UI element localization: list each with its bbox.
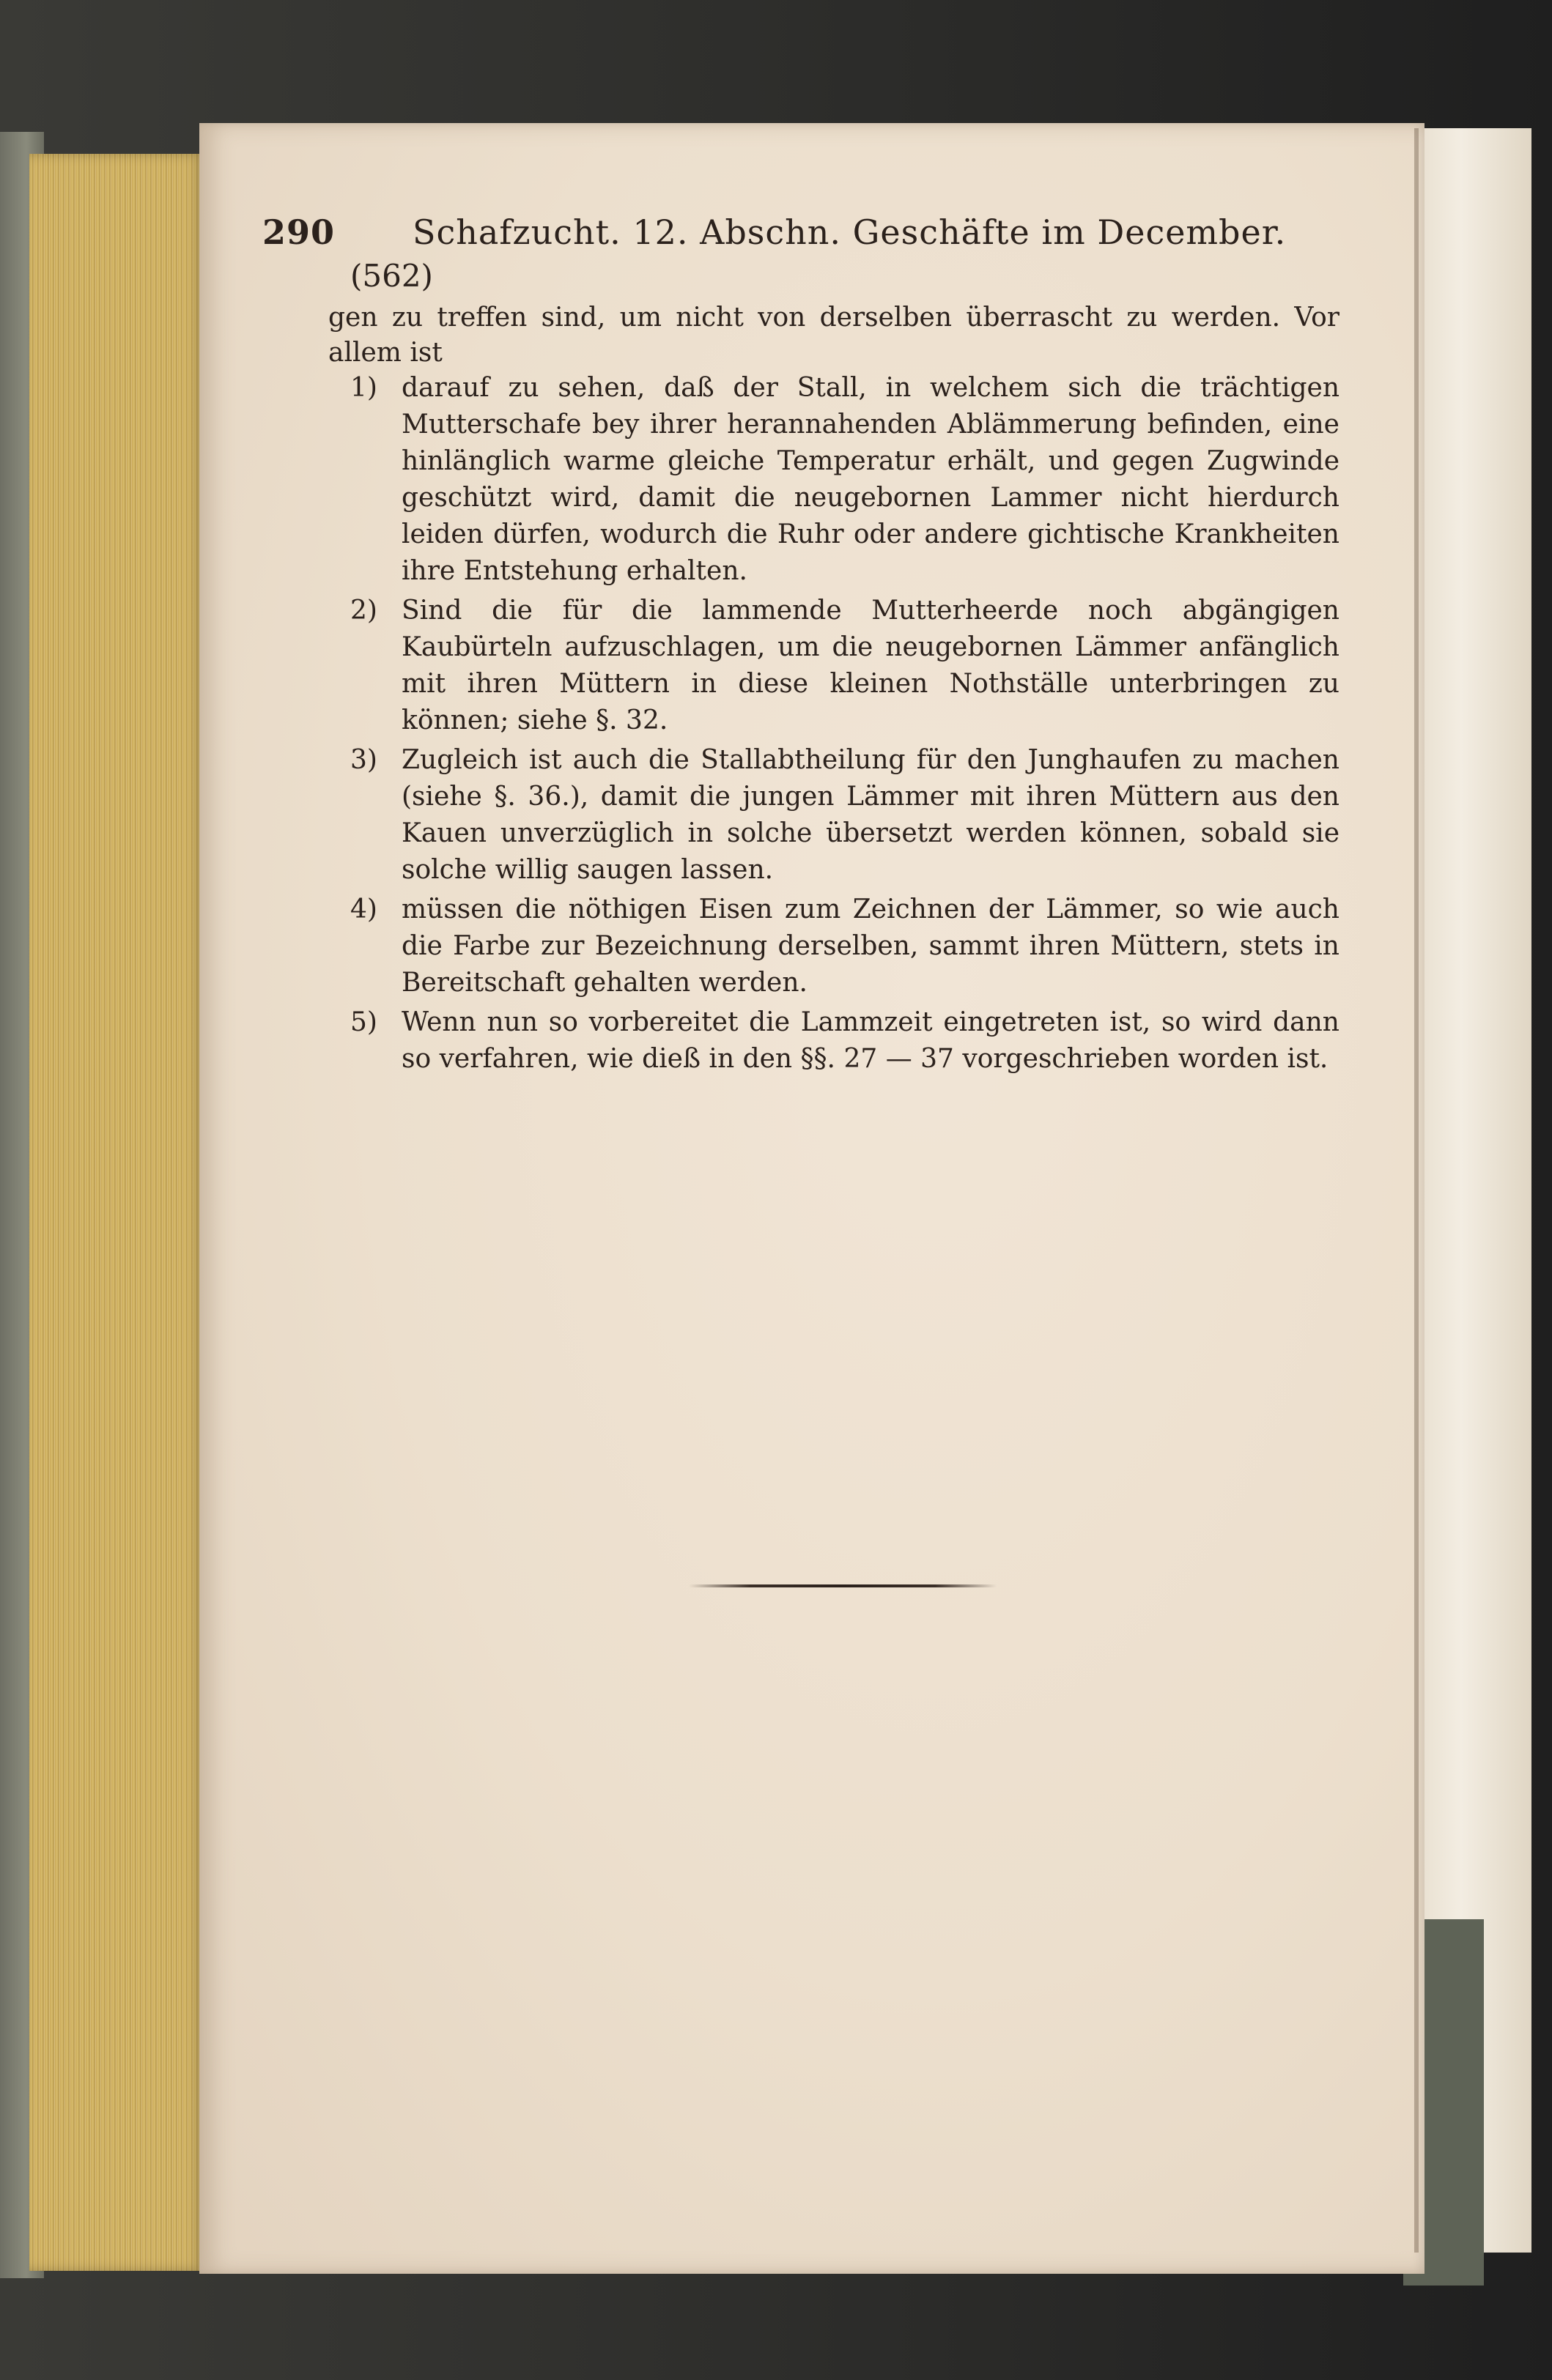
item-number: 2) [350, 596, 377, 626]
list-item [328, 370, 1339, 590]
item-number: 3) [350, 745, 377, 775]
list-item [328, 891, 1339, 1001]
page-header [262, 212, 1339, 264]
item-text: Zugleich ist auch die Stallabtheilung für den Junghaufen zu machen (siehe §. 36.), damit die jungen Lämmer mit ihren Müttern aus den Kauen unverzüglich in solche übersetzt werden können, sobald sie solche willig saugen lassen. [402, 745, 1339, 885]
list-item [328, 593, 1339, 739]
section-number: (562) [350, 258, 433, 294]
list-item [328, 1004, 1339, 1078]
item-number: 1) [350, 373, 377, 403]
section-end-rule [689, 1584, 997, 1587]
item-text: Sind die für die lammende Mutterheerde noch abgängigen Kaubürteln aufzuschlagen, um die neugebornen Lämmer anfänglich mit ihren Müttern in diese kleinen Nothställe unterbringen zu können; siehe §. 32. [402, 596, 1339, 735]
item-text: müssen die nöthigen Eisen zum Zeichnen der Lämmer, so wie auch die Farbe zur Bezeichnung derselben, sammt ihren Müttern, stets in Bereitschaft gehalten werden. [402, 894, 1339, 998]
page-edges [29, 154, 205, 2271]
item-text: darauf zu sehen, daß der Stall, in welchem sich die trächtigen Mutterschafe bey ihrer herannahenden Ablämmerung befinden, eine hinlänglich warme gleiche Temperatur erhält, und gegen Zugwinde geschützt wird, damit die neugebornen Lammer nicht hierdurch leiden dürfen, wodurch die Ruhr oder andere gichtische Krankheiten ihre Entstehung erhalten. [402, 373, 1339, 586]
running-title: Schafzucht. 12. Abschn. Geschäfte im December. [413, 212, 1287, 252]
list-item [328, 742, 1339, 889]
intro-paragraph: gen zu treffen sind, um nicht von derselben überrascht zu werden. Vor allem ist [328, 303, 1339, 368]
item-number: 5) [350, 1007, 377, 1037]
numbered-list [328, 370, 1339, 1080]
page-number: 290 [262, 212, 336, 252]
item-text: Wenn nun so vorbereitet die Lammzeit eingetreten ist, so wird dann so verfahren, wie dieß in den §§. 27 — 37 vorgeschrieben worden ist. [402, 1007, 1339, 1074]
item-number: 4) [350, 894, 377, 924]
page-crease [1414, 128, 1419, 2253]
